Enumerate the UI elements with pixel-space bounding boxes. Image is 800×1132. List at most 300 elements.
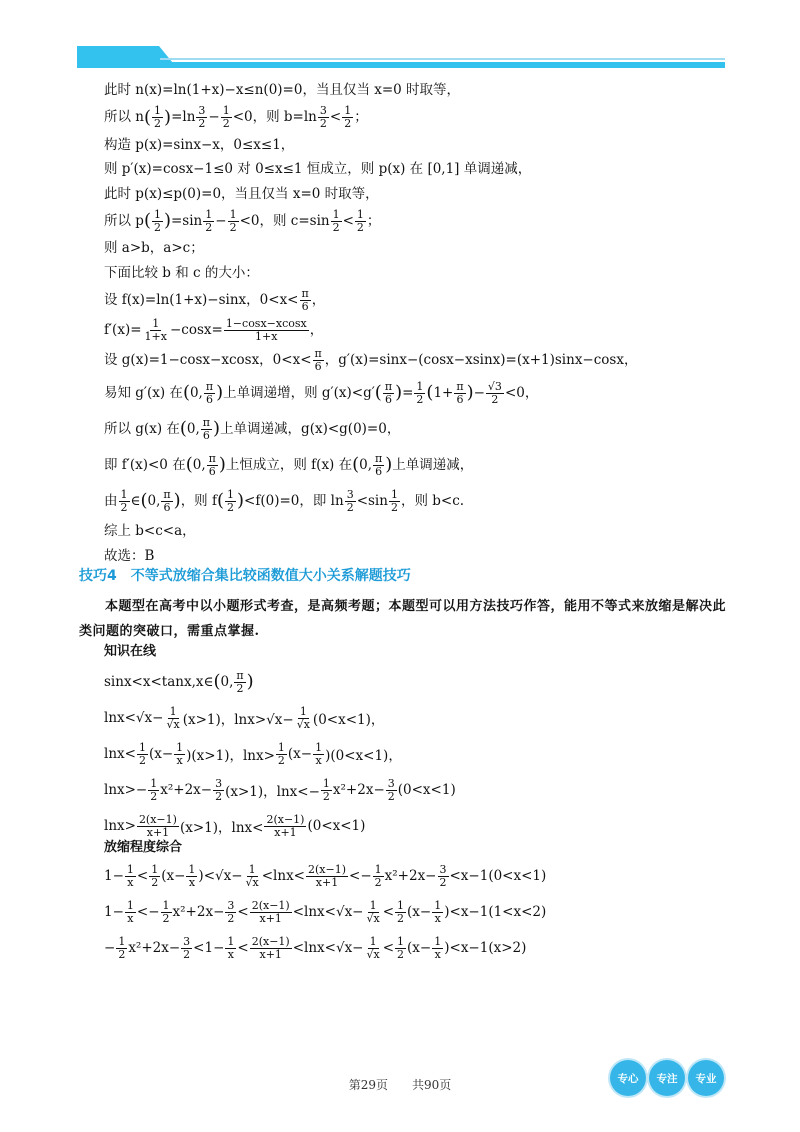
t: lnx> bbox=[104, 818, 136, 834]
t: f′(x)= bbox=[104, 321, 142, 338]
paren: ( bbox=[144, 106, 152, 128]
line-13 bbox=[104, 411, 724, 447]
d: 2 bbox=[162, 911, 170, 925]
t: − bbox=[208, 109, 220, 126]
t: 0, bbox=[189, 384, 203, 401]
t: x²+2x− bbox=[172, 904, 225, 920]
line-2 bbox=[104, 103, 724, 133]
paren: ) bbox=[385, 454, 393, 475]
s-line-1 bbox=[104, 858, 744, 894]
line-4 bbox=[104, 157, 724, 182]
line-9 bbox=[104, 285, 724, 315]
frac-pi-6 bbox=[161, 489, 172, 513]
d: 2 bbox=[138, 753, 146, 767]
t: )<x−1(x>2) bbox=[444, 940, 527, 956]
t: = bbox=[402, 384, 414, 401]
d: 2 bbox=[344, 117, 352, 130]
t: 综上 b<c<a， bbox=[104, 523, 196, 540]
n: 3 bbox=[215, 776, 223, 790]
n: 2(x−1) bbox=[251, 934, 290, 948]
t: 0, bbox=[359, 456, 373, 473]
d: 2 bbox=[120, 500, 128, 514]
t: 上单调递减， bbox=[392, 456, 474, 473]
t: ； bbox=[354, 109, 368, 126]
t: 此时 p(x)≤p(0)=0，当且仅当 x=0 时取等， bbox=[104, 185, 379, 202]
paren: ( bbox=[185, 454, 193, 475]
frac-1-sqrtx bbox=[244, 864, 261, 888]
frac-1-sqrtx bbox=[365, 936, 382, 960]
t: < bbox=[237, 904, 249, 920]
t: 上单调递增，则 g′(x)<g′ bbox=[223, 384, 375, 401]
n: 2(x−1) bbox=[138, 812, 177, 826]
line-15 bbox=[104, 483, 724, 519]
d: 2 bbox=[387, 789, 395, 803]
frac-half bbox=[149, 864, 160, 888]
t: 0, bbox=[192, 456, 206, 473]
t: < bbox=[382, 940, 395, 956]
d: √x bbox=[366, 947, 380, 961]
k-line-2 bbox=[104, 700, 724, 736]
frac-half bbox=[414, 381, 425, 405]
frac-half bbox=[276, 742, 287, 766]
d: √x bbox=[296, 717, 310, 731]
n: 1 bbox=[299, 704, 307, 718]
n: 1 bbox=[344, 104, 352, 118]
n: 1 bbox=[227, 934, 235, 948]
t: − bbox=[473, 384, 485, 401]
frac-sqrt3-2 bbox=[486, 381, 504, 405]
t: (x>1)，lnx>√x− bbox=[182, 712, 294, 728]
t: < bbox=[237, 940, 249, 956]
d: 2 bbox=[198, 117, 206, 130]
n: 1 bbox=[416, 379, 424, 393]
paren: ( bbox=[374, 382, 382, 403]
t: (x>1)，lnx< bbox=[179, 820, 264, 836]
n: π bbox=[301, 286, 309, 300]
n: 1 bbox=[153, 207, 161, 221]
n: 3 bbox=[227, 898, 235, 912]
d: 2 bbox=[205, 220, 213, 234]
d: 6 bbox=[301, 299, 309, 313]
d: x bbox=[434, 947, 441, 961]
frac-1-x bbox=[225, 936, 236, 960]
d: 2 bbox=[153, 220, 161, 234]
d: 2 bbox=[439, 875, 447, 889]
n: 1 bbox=[369, 934, 377, 948]
frac-half bbox=[395, 900, 406, 924]
d: 2 bbox=[277, 753, 285, 767]
paren: ) bbox=[173, 490, 181, 511]
d: 6 bbox=[208, 464, 216, 478]
n: 1 bbox=[374, 862, 382, 876]
paren: ( bbox=[213, 671, 221, 692]
d: 2 bbox=[222, 117, 230, 130]
paren: ( bbox=[182, 382, 190, 403]
d: √x bbox=[366, 911, 380, 925]
frac-half bbox=[342, 105, 353, 129]
t: 上恒成立，则 f(x) 在 bbox=[225, 456, 353, 473]
frac-3-2 bbox=[225, 900, 236, 924]
t: <f(0)=0，即 ln bbox=[244, 492, 344, 509]
paren: ) bbox=[216, 382, 224, 403]
t: 0, bbox=[186, 420, 200, 437]
frac-3-2 bbox=[318, 105, 329, 129]
frac-1-x bbox=[432, 936, 443, 960]
n: 2(x−1) bbox=[251, 898, 290, 912]
n: 3 bbox=[198, 104, 206, 118]
d: 6 bbox=[202, 428, 210, 442]
t: 所以 g(x) 在 bbox=[104, 420, 180, 437]
n: 3 bbox=[183, 934, 191, 948]
line-16 bbox=[104, 519, 724, 544]
frac-half bbox=[116, 936, 127, 960]
t: <− bbox=[349, 868, 372, 884]
t: =ln bbox=[171, 109, 196, 126]
n: 1 bbox=[118, 934, 126, 948]
line-12 bbox=[104, 375, 724, 411]
n: 1 bbox=[176, 740, 184, 754]
d: 2 bbox=[322, 789, 330, 803]
t: x²+2x− bbox=[160, 782, 213, 798]
n: 1 bbox=[126, 898, 134, 912]
n: 1 bbox=[152, 316, 160, 330]
t: <lnx< bbox=[261, 868, 305, 884]
frac-half bbox=[161, 900, 172, 924]
frac-half bbox=[355, 209, 366, 233]
t: 0, bbox=[220, 674, 234, 690]
d: 2 bbox=[151, 875, 159, 889]
paren: ) bbox=[246, 671, 254, 692]
t: ，则 f bbox=[180, 492, 217, 509]
d: 6 bbox=[205, 392, 213, 406]
frac-1-x bbox=[313, 742, 324, 766]
frac-pi-2 bbox=[234, 670, 245, 694]
line-5 bbox=[104, 182, 724, 207]
line-1 bbox=[104, 78, 724, 103]
t: ， bbox=[309, 321, 324, 338]
frac-3-2 bbox=[386, 778, 397, 802]
d: 2 bbox=[390, 500, 398, 514]
frac-1-x bbox=[125, 864, 136, 888]
frac-pi-6 bbox=[383, 381, 394, 405]
n: 1 bbox=[390, 487, 398, 501]
n: 1 bbox=[277, 740, 285, 754]
t: 构造 p(x)=sinx−x，0≤x≤1， bbox=[104, 136, 295, 153]
frac-1-x bbox=[432, 900, 443, 924]
t: <0，则 b=ln bbox=[232, 109, 317, 126]
t: lnx< bbox=[104, 746, 136, 762]
d: 6 bbox=[456, 392, 464, 406]
t: (x− bbox=[407, 940, 432, 956]
t: )<√x− bbox=[198, 868, 243, 884]
t: < bbox=[329, 109, 342, 126]
d: x bbox=[127, 911, 134, 925]
frac-pi-6 bbox=[454, 381, 465, 405]
n: π bbox=[375, 451, 383, 465]
n: 1 bbox=[397, 934, 405, 948]
t: 易知 g′(x) 在 bbox=[104, 384, 183, 401]
frac-half bbox=[152, 105, 163, 129]
t: ，则 b<c. bbox=[400, 492, 465, 509]
d: x bbox=[127, 875, 134, 889]
t: − bbox=[215, 212, 227, 229]
t: 所以 p bbox=[104, 212, 144, 229]
frac-half bbox=[221, 105, 232, 129]
t: 设 f(x)=ln(1+x)−sinx，0<x< bbox=[104, 291, 299, 308]
frac-3-2 bbox=[438, 864, 449, 888]
knowledge-formulas bbox=[104, 664, 724, 844]
line-7 bbox=[104, 236, 724, 261]
t: 0, bbox=[147, 492, 161, 509]
t: <lnx<√x− bbox=[292, 940, 364, 956]
t: < bbox=[382, 904, 395, 920]
d: 2 bbox=[215, 789, 223, 803]
d: 2 bbox=[346, 500, 354, 514]
t: lnx>− bbox=[104, 782, 148, 798]
t: =sin bbox=[171, 212, 203, 229]
frac-pi-6 bbox=[204, 381, 215, 405]
frac-half bbox=[152, 209, 163, 233]
d: 2 bbox=[227, 500, 235, 514]
badge-focus-heart: 专心 bbox=[610, 1060, 646, 1096]
t: 设 g(x)=1−cosx−xcosx，0<x< bbox=[104, 351, 312, 368]
n: 1−cosx−xcosx bbox=[225, 316, 307, 330]
n: 1 bbox=[229, 207, 237, 221]
s-line-3 bbox=[104, 930, 744, 966]
t: <0， bbox=[504, 384, 539, 401]
t: (0<x<1) bbox=[307, 818, 366, 834]
header-bar bbox=[77, 62, 725, 68]
t: (x− bbox=[407, 904, 432, 920]
t: (x− bbox=[148, 746, 174, 762]
line-8 bbox=[104, 261, 724, 286]
frac-fprime bbox=[224, 318, 309, 342]
t: 下面比较 b 和 c 的大小： bbox=[104, 264, 259, 281]
frac-pi-6 bbox=[373, 453, 384, 477]
d: √x bbox=[245, 875, 259, 889]
frac-half bbox=[373, 864, 384, 888]
subheading-knowledge: 知识在线 bbox=[104, 644, 157, 659]
frac-1-sqrtx bbox=[365, 900, 382, 924]
n: 1 bbox=[315, 740, 323, 754]
n: 3 bbox=[439, 862, 447, 876]
n: 1 bbox=[248, 862, 256, 876]
n: π bbox=[456, 379, 464, 393]
d: 2 bbox=[397, 947, 405, 961]
d: 1+x bbox=[144, 329, 167, 343]
frac-1-x bbox=[186, 864, 197, 888]
d: 2 bbox=[397, 911, 405, 925]
frac-2xm1 bbox=[250, 900, 292, 924]
frac-3-2 bbox=[213, 778, 224, 802]
t: <lnx<√x− bbox=[292, 904, 364, 920]
section-intro: 本题型在高考中以小题形式考查，是高频考题；本题型可以用方法技巧作答，能用不等式来放缩是解决此类问题的突破口，需重点掌握. bbox=[79, 599, 727, 639]
t: <− bbox=[136, 904, 160, 920]
d: 2 bbox=[118, 947, 126, 961]
d: 2 bbox=[416, 392, 424, 406]
frac-half bbox=[321, 778, 332, 802]
n: π bbox=[163, 487, 171, 501]
paren: ) bbox=[237, 490, 245, 511]
line-10 bbox=[104, 315, 724, 345]
n: 1 bbox=[397, 898, 405, 912]
d: 2 bbox=[229, 220, 237, 234]
page-number: 第29页 共90页 bbox=[348, 1078, 452, 1092]
n: π bbox=[205, 379, 214, 393]
n: 1 bbox=[205, 207, 213, 221]
t: (x>1)，lnx<− bbox=[225, 784, 320, 800]
d: x+1 bbox=[259, 911, 282, 925]
frac-half bbox=[228, 209, 239, 233]
t: )<x−1(1<x<2) bbox=[444, 904, 547, 920]
line-11 bbox=[104, 345, 724, 375]
frac-1-1px bbox=[143, 318, 169, 342]
paren: ( bbox=[216, 490, 225, 511]
k-line-4 bbox=[104, 772, 724, 808]
d: x bbox=[434, 911, 441, 925]
frac-1-sqrtx bbox=[164, 706, 181, 730]
d: x+1 bbox=[146, 825, 170, 839]
paren: ) bbox=[395, 382, 403, 403]
badge-focus-attention: 专注 bbox=[649, 1060, 685, 1096]
t: ， bbox=[311, 291, 326, 308]
paren: ) bbox=[466, 382, 474, 403]
d: √x bbox=[166, 717, 180, 731]
line-3 bbox=[104, 133, 724, 158]
frac-half bbox=[119, 489, 130, 513]
t: <1− bbox=[193, 940, 225, 956]
n: 1 bbox=[150, 776, 158, 790]
n: π bbox=[202, 415, 211, 429]
n: π bbox=[208, 451, 216, 465]
t: 由 bbox=[104, 492, 118, 509]
solution-body bbox=[104, 78, 724, 568]
d: x+1 bbox=[315, 875, 339, 889]
d: x bbox=[315, 753, 322, 767]
frac-2xm1 bbox=[306, 864, 348, 888]
paren: ( bbox=[143, 210, 151, 231]
t: (x− bbox=[287, 746, 313, 762]
frac-1-sqrtx bbox=[295, 706, 312, 730]
t: − bbox=[104, 940, 116, 956]
n: √3 bbox=[487, 379, 502, 393]
n: 1 bbox=[188, 862, 196, 876]
paren: ) bbox=[218, 454, 226, 475]
d: 6 bbox=[163, 500, 171, 514]
k-line-3 bbox=[104, 736, 724, 772]
t: 故选：B bbox=[104, 547, 155, 564]
t: ，g′(x)=sinx−(cosx−xsinx)=(x+1)sinx−cosx， bbox=[324, 351, 638, 368]
frac-3-2 bbox=[345, 489, 356, 513]
t: ； bbox=[366, 212, 381, 229]
n: 1 bbox=[162, 898, 170, 912]
t: ∈ bbox=[130, 492, 141, 509]
d: 2 bbox=[183, 947, 191, 961]
d: x bbox=[188, 875, 196, 889]
frac-pi-6 bbox=[313, 348, 324, 372]
t: −cosx= bbox=[169, 321, 223, 338]
paren: ) bbox=[163, 210, 171, 231]
frac-half bbox=[137, 742, 148, 766]
d: 2 bbox=[227, 911, 235, 925]
d: 2 bbox=[491, 392, 499, 406]
n: 1 bbox=[356, 207, 364, 221]
paren: ) bbox=[164, 106, 172, 128]
n: 1 bbox=[434, 898, 442, 912]
t: <x−1(0<x<1) bbox=[449, 868, 547, 884]
n: 1 bbox=[322, 776, 330, 790]
d: 1+x bbox=[255, 329, 278, 343]
line-6 bbox=[104, 206, 724, 236]
n: 3 bbox=[387, 776, 395, 790]
frac-1-x bbox=[174, 742, 185, 766]
t: sinx<x<tanx,x∈ bbox=[104, 674, 214, 690]
n: π bbox=[236, 668, 244, 682]
t: < bbox=[136, 868, 149, 884]
t: (0<x<1) bbox=[397, 782, 456, 798]
frac-half bbox=[225, 489, 236, 513]
paren: ( bbox=[140, 490, 148, 511]
n: 1 bbox=[434, 934, 442, 948]
t: )(x>1)，lnx> bbox=[186, 748, 275, 764]
d: 6 bbox=[384, 392, 392, 406]
footer-badges bbox=[610, 1060, 724, 1096]
paren: ( bbox=[179, 418, 187, 439]
k-line-5 bbox=[104, 808, 724, 844]
frac-1-x bbox=[125, 900, 136, 924]
n: 2(x−1) bbox=[266, 812, 305, 826]
n: π bbox=[314, 346, 322, 360]
d: 2 bbox=[319, 117, 327, 130]
s-line-2 bbox=[104, 894, 744, 930]
t: <0，则 c=sin bbox=[239, 212, 330, 229]
d: 2 bbox=[236, 681, 244, 695]
d: 2 bbox=[154, 117, 162, 130]
frac-half bbox=[203, 209, 214, 233]
n: 1 bbox=[369, 898, 377, 912]
t: x²+2x− bbox=[384, 868, 437, 884]
t: 1+ bbox=[433, 384, 454, 401]
frac-2xm1 bbox=[250, 936, 292, 960]
t: 1− bbox=[104, 868, 124, 884]
header-thin-line bbox=[160, 58, 725, 60]
frac-3-2 bbox=[196, 105, 207, 129]
t: 则 a>b，a>c； bbox=[104, 240, 204, 257]
t: (0<x<1)， bbox=[312, 712, 385, 728]
n: 1 bbox=[126, 862, 134, 876]
k-line-1 bbox=[104, 664, 724, 700]
n: 1 bbox=[138, 740, 146, 754]
d: 6 bbox=[314, 359, 322, 373]
t: 所以 n bbox=[104, 109, 144, 126]
line-1-text: 此时 n(x)=ln(1+x)−x≤n(0)=0，当且仅当 x=0 时取等， bbox=[104, 82, 461, 99]
t: x²+2x− bbox=[332, 782, 385, 798]
badge-professional: 专业 bbox=[688, 1060, 724, 1096]
n: 1 bbox=[154, 104, 162, 118]
section-heading: 技巧4 不等式放缩合集比较函数值大小关系解题技巧 bbox=[79, 568, 411, 584]
paren: ( bbox=[352, 454, 360, 475]
d: x bbox=[227, 947, 234, 961]
n: 1 bbox=[169, 704, 177, 718]
frac-2xm1 bbox=[137, 814, 179, 838]
d: 2 bbox=[356, 220, 364, 234]
subheading-scaling: 放缩程度综合 bbox=[104, 840, 183, 855]
frac-half bbox=[395, 936, 406, 960]
d: x bbox=[176, 753, 183, 767]
t: 即 f′(x)<0 在 bbox=[104, 456, 186, 473]
n: 3 bbox=[319, 104, 327, 118]
t: < bbox=[342, 212, 354, 229]
